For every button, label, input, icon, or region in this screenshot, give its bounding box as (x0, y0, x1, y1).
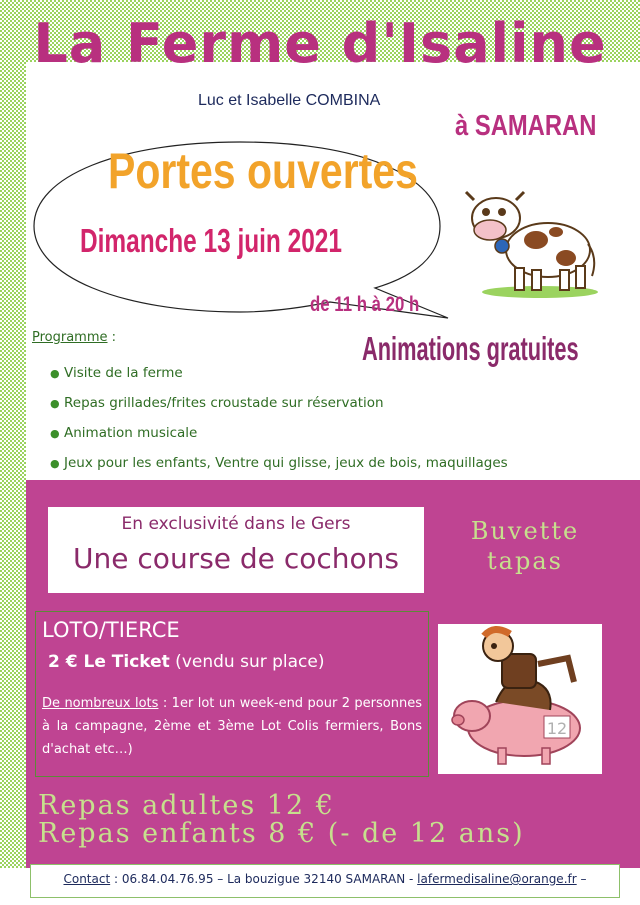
pig-rider-illustration (438, 624, 602, 774)
list-item: ● Repas grillades/frites croustade sur réservation (50, 393, 508, 423)
bullet-icon: ● (50, 397, 60, 410)
bullet-icon: ● (50, 427, 60, 440)
buvette-label: Buvette tapas (470, 517, 580, 575)
bullet-icon: ● (50, 367, 60, 380)
list-item: ● Jeux pour les enfants, Ventre qui glisse, jeux de bois, maquillages (50, 453, 508, 483)
checkered-border-left (0, 0, 26, 868)
bullet-icon: ● (50, 457, 60, 470)
farm-title: La Ferme d'Isaline (33, 12, 607, 75)
event-hours: de 11 h à 20 h (310, 293, 420, 316)
exclusive-line1: En exclusivité dans le Gers (121, 514, 351, 534)
ticket-price: 2 € Le Ticket (vendu sur place) (48, 652, 325, 672)
programme-list (50, 363, 508, 483)
open-doors-headline: Portes ouvertes (108, 143, 418, 199)
location-label: à SAMARAN (455, 110, 597, 142)
email-link[interactable]: lafermedisaline@orange.fr (417, 872, 577, 886)
owners-line: Luc et Isabelle COMBINA (198, 92, 381, 109)
contact-footer: Contact : 06.84.04.76.95 – La bouzigue 32140 SAMARAN - lafermedisaline@orange.fr – (63, 872, 587, 886)
pig-race-title: Une course de cochons (73, 542, 399, 575)
child-meal-price: Repas enfants 8 € (- de 12 ans) (38, 818, 525, 849)
svg-text:12: 12 (546, 719, 568, 738)
list-item: ● Animation musicale (50, 423, 508, 453)
adult-meal-price: Repas adultes 12 € (38, 790, 335, 821)
loto-title: LOTO/TIERCE (42, 618, 180, 642)
programme-heading: Programme : (32, 330, 117, 345)
list-item: ● Visite de la ferme (50, 363, 508, 393)
event-date: Dimanche 13 juin 2021 (80, 222, 342, 259)
lots-description: De nombreux lots : 1er lot un week-end pour 2 personnes à la campagne, 2ème et 3ème Lot Colis fermiers, Bons d'achat etc…) (42, 696, 422, 757)
free-animations-label: Animations gratuites (362, 330, 579, 367)
cow-illustration (460, 188, 600, 300)
